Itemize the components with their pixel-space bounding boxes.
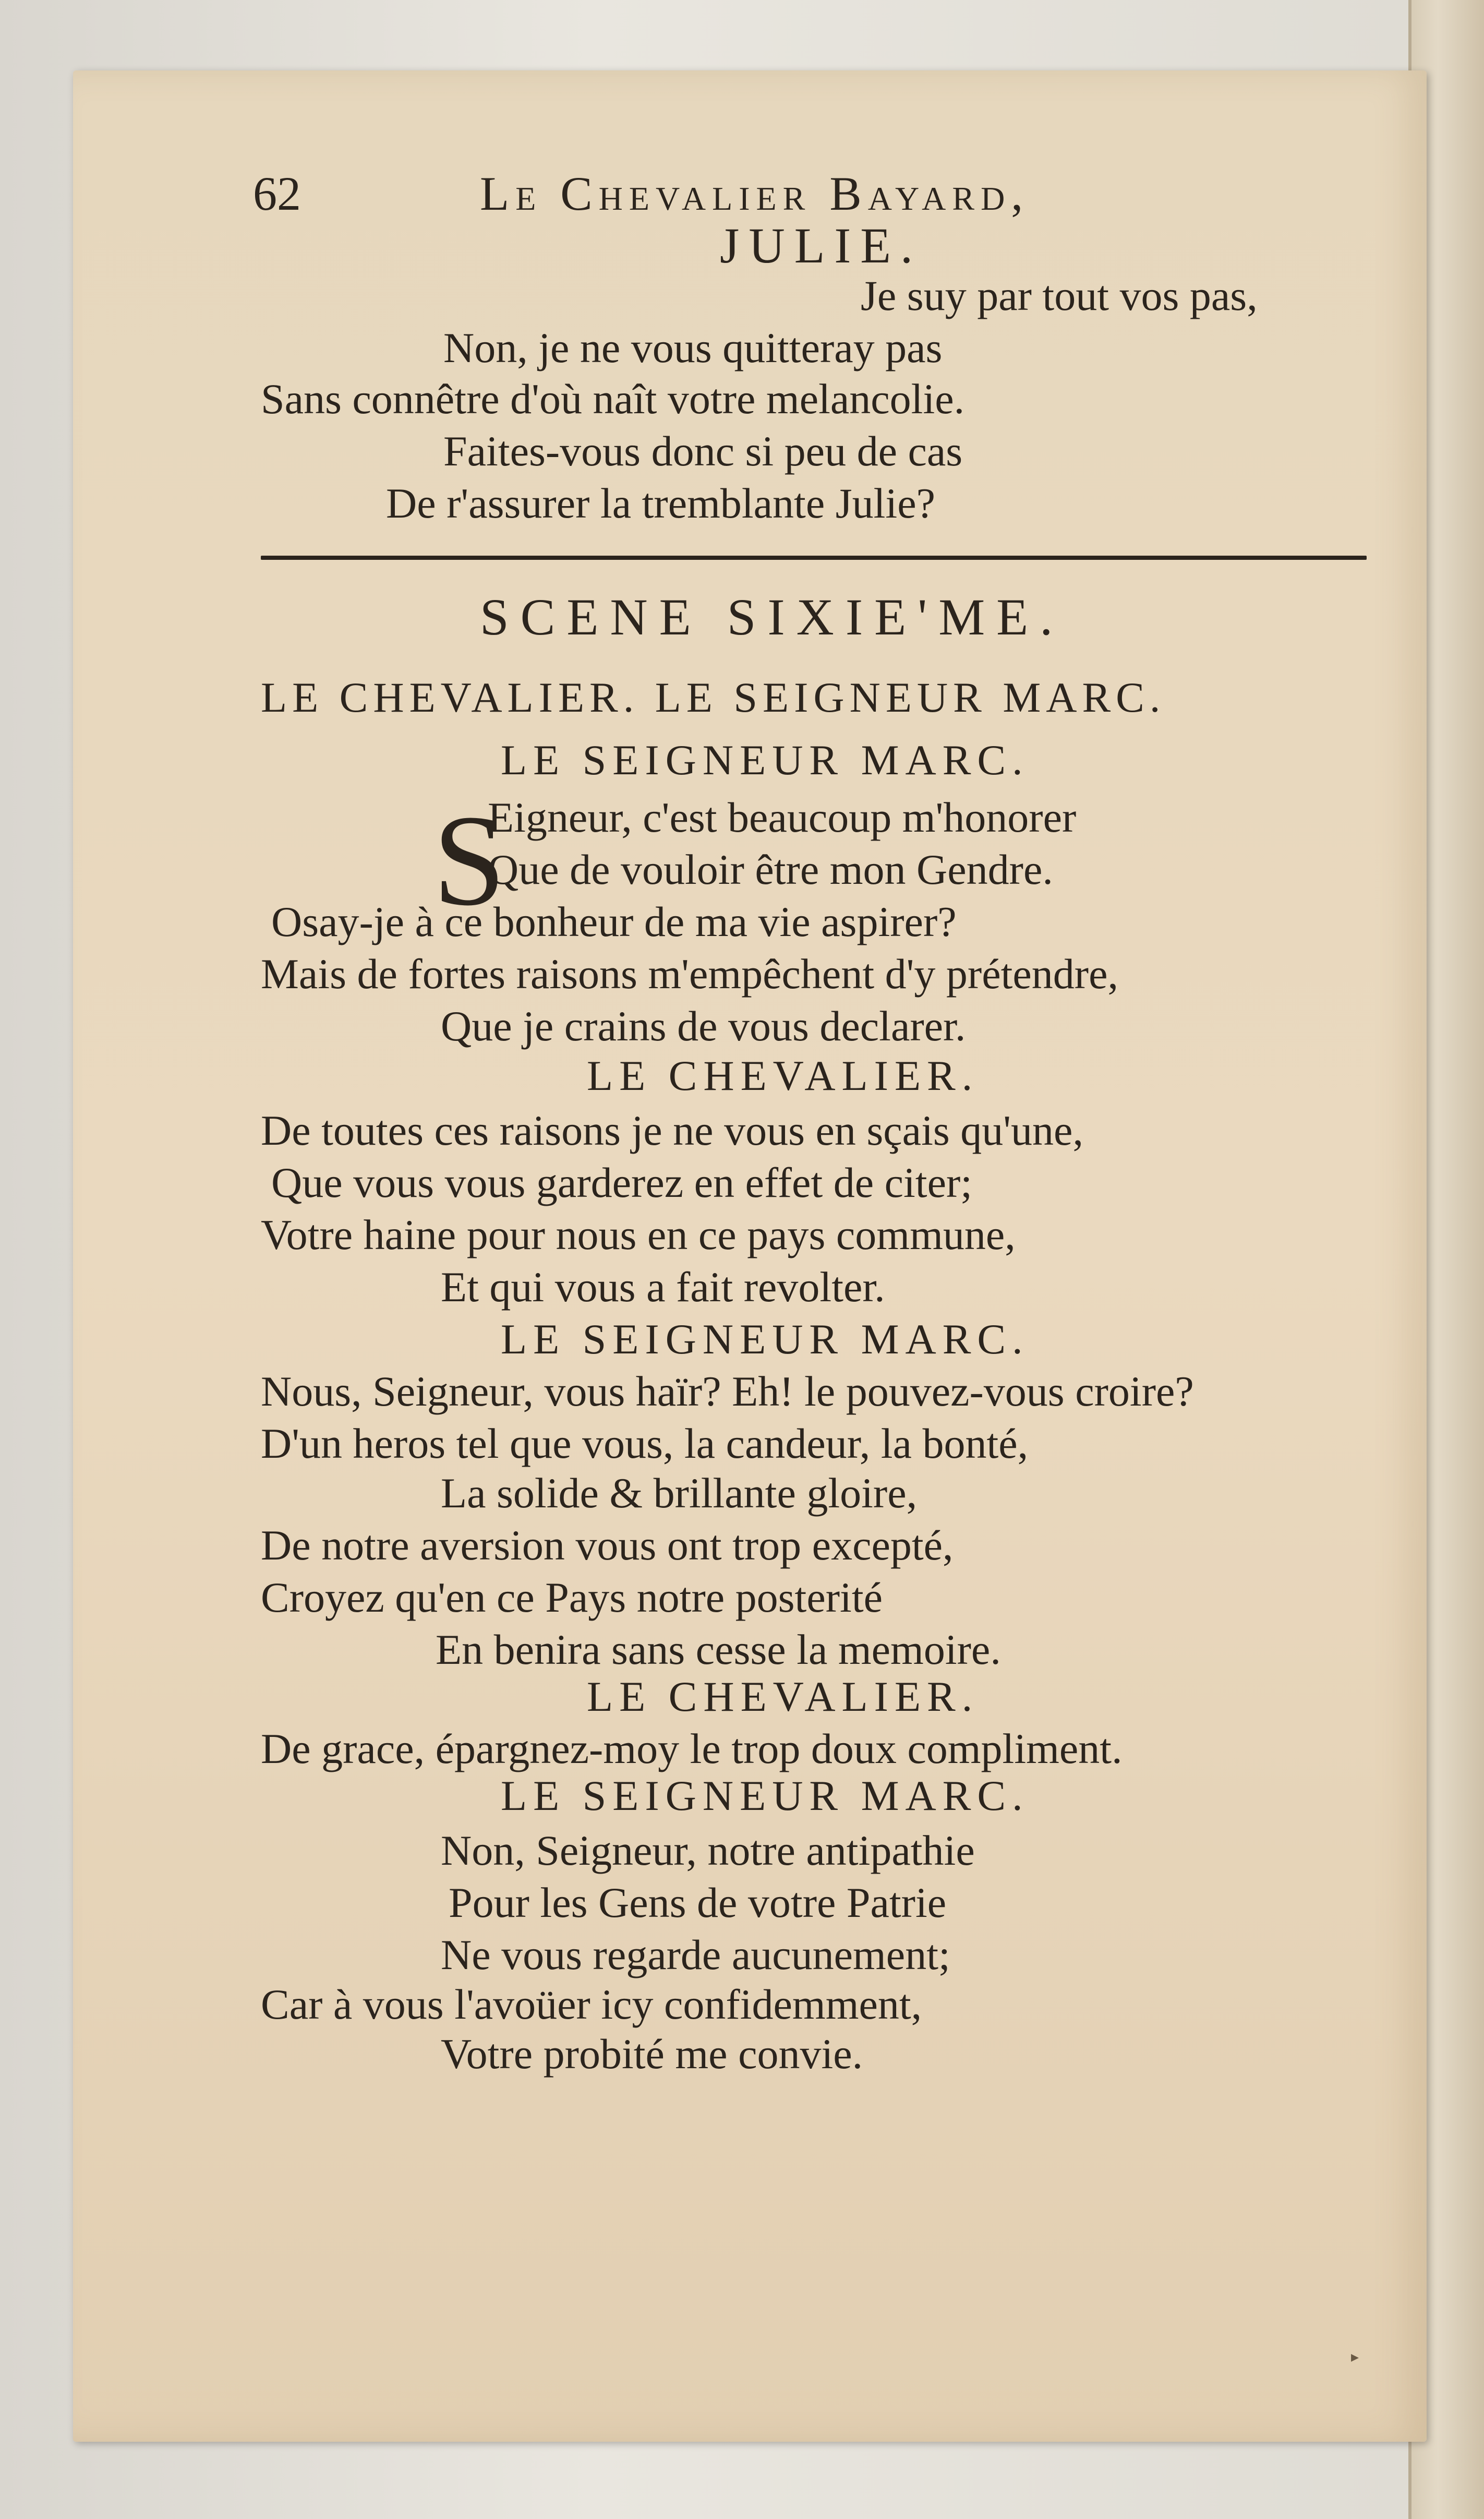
- verse-line: Pour les Gens de votre Patrie: [449, 1879, 947, 1926]
- verse-line: Car à vous l'avoüer icy confidemment,: [261, 1981, 922, 2028]
- verse-line: Faites-vous donc si peu de cas: [443, 427, 963, 475]
- verse-line: Nous, Seigneur, vous haïr? Eh! le pouvez-vous croire?: [261, 1368, 1194, 1415]
- speaker-seigneur-marc: LE SEIGNEUR MARC.: [501, 1772, 1029, 1819]
- speaker-chevalier: LE CHEVALIER.: [587, 1673, 979, 1720]
- verse-line: Votre haine pour nous en ce pays commune,: [261, 1211, 1016, 1258]
- verse-line: Croyez qu'en ce Pays notre posterité: [261, 1574, 883, 1621]
- verse-line: D'un heros tel que vous, la candeur, la bonté,: [261, 1420, 1029, 1467]
- verse-line: De r'assurer la tremblante Julie?: [386, 479, 935, 527]
- page-number: 62: [253, 167, 301, 220]
- verse-line: En benira sans cesse la memoire.: [436, 1626, 1001, 1673]
- verse-line: Je suy par tout vos pas,: [861, 272, 1258, 319]
- verse-line: Non, je ne vous quitteray pas: [443, 324, 943, 371]
- verse-line: Osay-je à ce bonheur de ma vie aspirer?: [271, 898, 957, 945]
- drop-cap: S: [433, 788, 506, 933]
- speaker-seigneur-marc: LE SEIGNEUR MARC.: [501, 736, 1029, 784]
- section-rule: [261, 556, 1367, 560]
- verse-line: Que vous vous garderez en effet de citer;: [271, 1159, 973, 1206]
- verse-line: Eigneur, c'est beaucoup m'honorer: [488, 794, 1077, 841]
- page-mark: ▸: [1351, 2348, 1359, 2366]
- running-title: Le Chevalier Bayard,: [480, 167, 1030, 220]
- verse-line: Sans connêtre d'où naît votre melancolie.: [261, 375, 965, 423]
- verse-line: De notre aversion vous ont trop excepté,: [261, 1521, 954, 1569]
- verse-line: Ne vous regarde aucunement;: [441, 1931, 950, 1978]
- scene-title: SCENE SIXIE'ME.: [480, 588, 1065, 646]
- verse-line: De grace, épargnez-moy le trop doux compliment.: [261, 1725, 1123, 1772]
- verse-line: Que je crains de vous declarer.: [441, 1002, 966, 1050]
- speaker-chevalier: LE CHEVALIER.: [587, 1052, 979, 1099]
- speaker-seigneur-marc: LE SEIGNEUR MARC.: [501, 1315, 1029, 1363]
- verse-line: La solide & brillante gloire,: [441, 1469, 918, 1517]
- speaker-julie: JULIE.: [720, 218, 922, 273]
- verse-line: Votre probité me convie.: [441, 2030, 863, 2078]
- dramatis-personae: LE CHEVALIER. LE SEIGNEUR MARC.: [261, 674, 1166, 721]
- verse-line: Et qui vous a fait revolter.: [441, 1263, 885, 1311]
- verse-line: Mais de fortes raisons m'empêchent d'y prétendre,: [261, 950, 1118, 998]
- verse-line: Non, Seigneur, notre antipathie: [441, 1827, 975, 1874]
- verse-line: Que de vouloir être mon Gendre.: [488, 846, 1053, 893]
- verse-line: De toutes ces raisons je ne vous en sçais qu'une,: [261, 1107, 1083, 1154]
